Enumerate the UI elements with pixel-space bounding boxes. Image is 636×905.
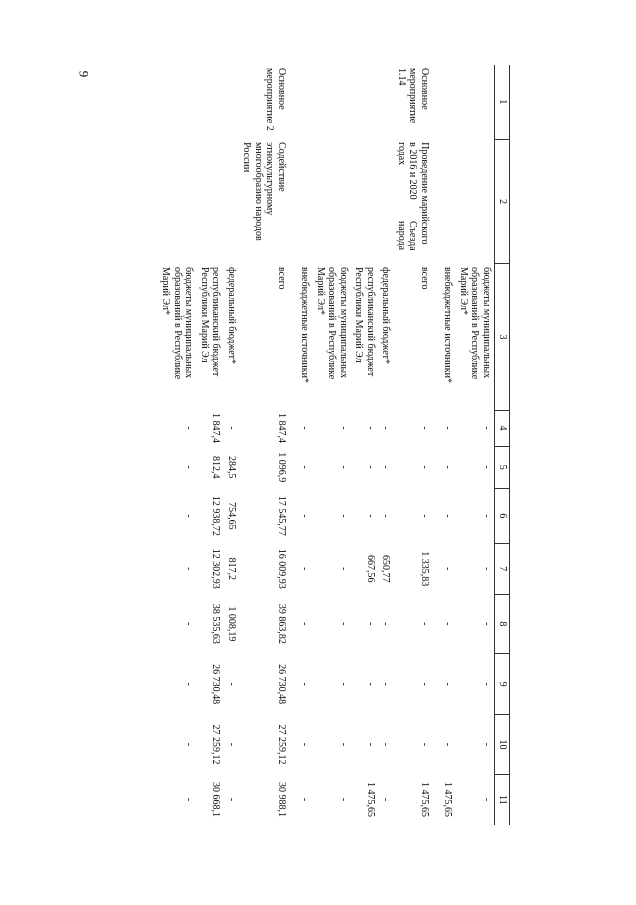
value-cell: - (419, 742, 430, 747)
value-cell: - (299, 567, 311, 571)
table-row (297, 65, 313, 825)
rotated-table-region (120, 65, 636, 818)
value-cell: - (481, 514, 492, 518)
value-cell: - (419, 465, 430, 469)
value-cell: - (299, 465, 311, 469)
value-cell: - (183, 426, 195, 430)
value-cell: - (442, 742, 454, 747)
title-cell (313, 139, 352, 264)
measure-title-cont: в 2016 и 2020 годах (396, 142, 419, 200)
value-cell: - (481, 622, 492, 626)
column-header: 10 (495, 715, 510, 774)
measure-cell (440, 65, 456, 139)
value-cell: - (183, 567, 195, 571)
value-cell: - (481, 682, 492, 686)
table-row (158, 65, 197, 825)
value-cell: 16 009,93 (276, 548, 287, 589)
page-number: 9 (76, 70, 92, 78)
value-cell: - (183, 465, 195, 469)
source-cell: всего (276, 266, 287, 290)
column-header: 5 (495, 446, 510, 488)
value-cell: - (183, 742, 195, 747)
title-cell (158, 139, 197, 264)
column-header: 9 (495, 653, 510, 714)
value-cell: - (226, 797, 237, 802)
value-cell: - (380, 742, 392, 747)
value-cell: 12 938,72 (210, 495, 222, 536)
title-cell (297, 139, 313, 264)
value-cell: 30 988,1 (276, 782, 287, 818)
table-row (197, 65, 224, 825)
title-cell (378, 139, 394, 264)
value-cell: - (442, 465, 454, 469)
value-cell: - (481, 567, 492, 571)
value-cell: 1 475,65 (442, 782, 454, 818)
value-cell: - (183, 514, 195, 518)
value-cell: - (338, 465, 349, 469)
measure-cell: Основное мероприятие 2 (264, 68, 287, 131)
value-cell: 284,5 (226, 455, 237, 479)
value-cell: - (481, 426, 492, 430)
measure-cell: Основное мероприятие 1.14 (396, 68, 430, 124)
value-cell: 1 335,83 (419, 551, 430, 587)
title-cell (456, 139, 495, 264)
value-cell: - (338, 514, 349, 518)
value-cell: 1 008,19 (226, 606, 237, 642)
source-cell: бюджеты муниципальных образований в Республике Марий Эл* (160, 266, 195, 380)
table-row (456, 65, 495, 825)
value-cell: - (365, 622, 376, 626)
measure-cell (313, 65, 352, 139)
value-cell: - (338, 797, 349, 802)
value-cell: 17 545,77 (276, 495, 287, 536)
value-cell: - (338, 682, 349, 686)
value-cell: 38 535,63 (210, 603, 222, 644)
title-cell (351, 139, 378, 264)
value-cell: 754,65 (226, 502, 237, 530)
value-cell: - (380, 682, 392, 686)
value-cell: - (380, 426, 392, 430)
measure-cell (158, 65, 197, 139)
rotated-table-inner (120, 65, 510, 825)
value-cell: 1 096,9 (276, 452, 287, 483)
value-cell: - (299, 426, 311, 430)
value-cell: 39 863,82 (276, 603, 287, 644)
value-cell: 817,2 (226, 557, 237, 581)
value-cell: - (481, 797, 492, 802)
value-cell: 650,77 (380, 555, 392, 583)
source-cell: федеральный бюджет* (226, 266, 237, 365)
source-cell: всего (419, 266, 430, 290)
value-cell: - (365, 682, 376, 686)
value-cell: 12 302,93 (210, 548, 222, 589)
value-cell: - (183, 682, 195, 686)
table-row (351, 65, 378, 825)
column-header: 6 (495, 488, 510, 543)
source-cell: федеральный бюджет* (380, 266, 392, 365)
value-cell: 1 847,4 (276, 413, 287, 444)
table-row (239, 65, 297, 825)
measure-cell (224, 65, 240, 139)
table-row (394, 65, 441, 825)
value-cell: - (226, 682, 237, 686)
value-cell: - (380, 465, 392, 469)
value-cell: - (442, 426, 454, 430)
measure-cell (297, 65, 313, 139)
value-cell: - (183, 622, 195, 626)
value-cell: - (183, 797, 195, 802)
source-cell: внебюджетные источники* (299, 266, 311, 383)
column-header: 2 (495, 139, 510, 264)
column-header: 8 (495, 594, 510, 653)
value-cell: - (419, 682, 430, 686)
column-header: 1 (495, 65, 510, 139)
value-cell: 1 847,4 (210, 413, 222, 444)
value-cell: 27 259,12 (210, 724, 222, 765)
value-cell: - (380, 514, 392, 518)
value-cell: - (365, 465, 376, 469)
source-cell: республиканский бюджет Республики Марий Эл (199, 266, 222, 377)
value-cell: - (481, 465, 492, 469)
value-cell: - (380, 622, 392, 626)
value-cell: - (380, 797, 392, 802)
title-cell (440, 139, 456, 264)
title-cell (224, 139, 240, 264)
value-cell: - (299, 797, 311, 802)
value-cell: - (442, 682, 454, 686)
value-cell: 1 475,65 (365, 782, 376, 818)
value-cell: - (419, 622, 430, 626)
measure-cell (351, 65, 378, 139)
value-cell: - (365, 426, 376, 430)
table-header-row (495, 65, 510, 825)
measure-title: Проведение марийского (419, 142, 430, 245)
title-cell (394, 139, 441, 264)
value-cell: - (338, 742, 349, 747)
column-header: 3 (495, 264, 510, 410)
value-cell: - (338, 426, 349, 430)
source-cell: бюджеты муниципальных образований в Республике Марий Эл* (315, 266, 349, 380)
source-cell: бюджеты муниципальных образований в Республике Марий Эл* (458, 266, 492, 380)
value-cell: - (442, 514, 454, 518)
value-cell: - (338, 622, 349, 626)
value-cell: 30 668,1 (210, 782, 222, 818)
table-row (224, 65, 240, 825)
measure-cell (378, 65, 394, 139)
value-cell: - (442, 622, 454, 626)
source-cell: республиканский бюджет Республики Марий Эл (353, 266, 376, 377)
value-cell: - (365, 742, 376, 747)
table-row (440, 65, 456, 825)
value-cell: - (299, 682, 311, 686)
value-cell: - (419, 426, 430, 430)
value-cell: - (365, 514, 376, 518)
value-cell: 812,4 (210, 455, 222, 479)
source-cell: внебюджетные источники* (442, 266, 454, 383)
measure-title-aside: Съезда народа (396, 220, 419, 251)
column-header: 11 (495, 774, 510, 825)
column-header: 7 (495, 543, 510, 594)
value-cell: 27 259,12 (276, 724, 287, 765)
value-cell: - (299, 742, 311, 747)
title-cell: Содействие этнокультурному многообразию народов России (241, 142, 287, 241)
value-cell: 26 730,48 (210, 664, 222, 705)
table-row (313, 65, 352, 825)
column-header: 4 (495, 410, 510, 446)
measure-cell (456, 65, 495, 139)
title-cell (197, 139, 224, 264)
value-cell: 26 730,48 (276, 664, 287, 705)
value-cell: - (338, 567, 349, 571)
table-row (378, 65, 394, 825)
value-cell: - (226, 426, 237, 430)
value-cell: 1 475,65 (419, 782, 430, 818)
value-cell: - (299, 622, 311, 626)
value-cell: - (481, 742, 492, 747)
value-cell: - (299, 514, 311, 518)
measure-cell (197, 65, 224, 139)
budget-table (158, 65, 510, 825)
value-cell: - (442, 567, 454, 571)
value-cell: 667,56 (365, 555, 376, 583)
value-cell: - (226, 742, 237, 747)
value-cell: - (419, 514, 430, 518)
